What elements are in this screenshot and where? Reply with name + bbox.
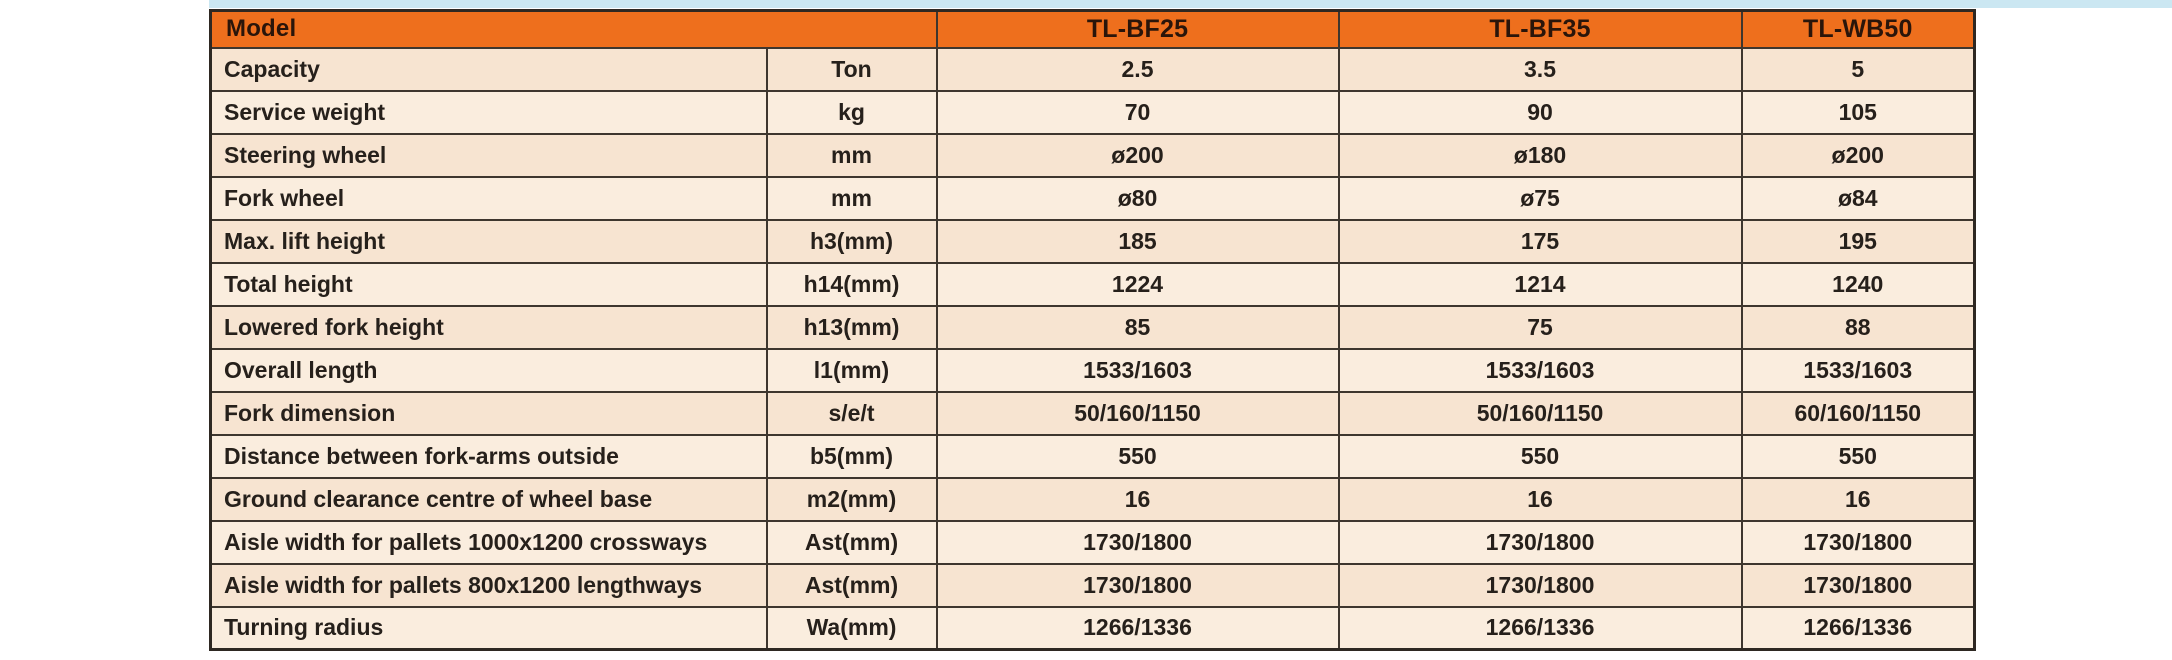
spec-label: Max. lift height — [211, 220, 767, 263]
spec-unit: h14(mm) — [767, 263, 937, 306]
spec-value-tl-bf25: 85 — [937, 306, 1339, 349]
spec-value-tl-bf25: 2.5 — [937, 48, 1339, 91]
spec-value-tl-wb50: 16 — [1742, 478, 1975, 521]
table-row — [211, 521, 1975, 564]
spec-value-tl-bf25: ø80 — [937, 177, 1339, 220]
spec-unit: b5(mm) — [767, 435, 937, 478]
model-column-header-tl-bf25: TL-BF25 — [937, 11, 1339, 48]
spec-unit: h13(mm) — [767, 306, 937, 349]
spec-label: Total height — [211, 263, 767, 306]
spec-value-tl-bf25: 1533/1603 — [937, 349, 1339, 392]
spec-value-tl-wb50: 195 — [1742, 220, 1975, 263]
spec-label: Aisle width for pallets 800x1200 lengthways — [211, 564, 767, 607]
spec-value-tl-bf25: 1730/1800 — [937, 564, 1339, 607]
spec-unit: m2(mm) — [767, 478, 937, 521]
spec-value-tl-bf35: 1214 — [1339, 263, 1742, 306]
spec-unit: mm — [767, 177, 937, 220]
spec-label: Service weight — [211, 91, 767, 134]
top-strip — [209, 0, 2172, 8]
spec-value-tl-bf35: ø75 — [1339, 177, 1742, 220]
spec-value-tl-wb50: 1730/1800 — [1742, 521, 1975, 564]
table-row — [211, 263, 1975, 306]
spec-value-tl-wb50: 60/160/1150 — [1742, 392, 1975, 435]
spec-value-tl-bf25: 16 — [937, 478, 1339, 521]
table-row — [211, 607, 1975, 650]
spec-value-tl-wb50: ø84 — [1742, 177, 1975, 220]
spec-value-tl-wb50: 1533/1603 — [1742, 349, 1975, 392]
model-column-header-tl-bf35: TL-BF35 — [1339, 11, 1742, 48]
spec-value-tl-bf35: 90 — [1339, 91, 1742, 134]
spec-value-tl-bf35: ø180 — [1339, 134, 1742, 177]
spec-value-tl-wb50: ø200 — [1742, 134, 1975, 177]
table-row — [211, 91, 1975, 134]
table-row — [211, 134, 1975, 177]
spec-unit: Ast(mm) — [767, 521, 937, 564]
spec-unit: Ast(mm) — [767, 564, 937, 607]
spec-value-tl-bf35: 16 — [1339, 478, 1742, 521]
spec-table-body — [211, 48, 1975, 650]
table-row — [211, 392, 1975, 435]
spec-value-tl-wb50: 88 — [1742, 306, 1975, 349]
table-row — [211, 349, 1975, 392]
spec-value-tl-bf25: 185 — [937, 220, 1339, 263]
spec-unit: mm — [767, 134, 937, 177]
table-row — [211, 306, 1975, 349]
spec-unit: s/e/t — [767, 392, 937, 435]
model-header-cell: Model — [211, 11, 937, 48]
table-row — [211, 177, 1975, 220]
spec-value-tl-bf25: 1730/1800 — [937, 521, 1339, 564]
table-row — [211, 564, 1975, 607]
spec-label: Aisle width for pallets 1000x1200 crossways — [211, 521, 767, 564]
spec-value-tl-bf25: 70 — [937, 91, 1339, 134]
spec-label: Fork wheel — [211, 177, 767, 220]
spec-value-tl-bf35: 175 — [1339, 220, 1742, 263]
spec-value-tl-bf35: 1730/1800 — [1339, 564, 1742, 607]
spec-value-tl-bf35: 75 — [1339, 306, 1742, 349]
spec-value-tl-wb50: 550 — [1742, 435, 1975, 478]
spec-label: Ground clearance centre of wheel base — [211, 478, 767, 521]
spec-value-tl-bf35: 550 — [1339, 435, 1742, 478]
spec-value-tl-wb50: 105 — [1742, 91, 1975, 134]
spec-label: Overall length — [211, 349, 767, 392]
table-row — [211, 435, 1975, 478]
spec-value-tl-bf25: 1266/1336 — [937, 607, 1339, 650]
spec-unit: kg — [767, 91, 937, 134]
table-row — [211, 220, 1975, 263]
spec-value-tl-wb50: 1266/1336 — [1742, 607, 1975, 650]
header-row — [211, 11, 1975, 48]
spec-value-tl-bf35: 3.5 — [1339, 48, 1742, 91]
spec-value-tl-bf35: 1266/1336 — [1339, 607, 1742, 650]
spec-value-tl-bf25: 550 — [937, 435, 1339, 478]
spec-label: Capacity — [211, 48, 767, 91]
spec-table — [209, 9, 1976, 651]
spec-value-tl-bf35: 1533/1603 — [1339, 349, 1742, 392]
spec-value-tl-wb50: 1730/1800 — [1742, 564, 1975, 607]
spec-label: Distance between fork-arms outside — [211, 435, 767, 478]
spec-unit: l1(mm) — [767, 349, 937, 392]
spec-unit: Wa(mm) — [767, 607, 937, 650]
spec-value-tl-wb50: 1240 — [1742, 263, 1975, 306]
spec-label: Steering wheel — [211, 134, 767, 177]
spec-unit: Ton — [767, 48, 937, 91]
spec-value-tl-bf35: 50/160/1150 — [1339, 392, 1742, 435]
spec-value-tl-bf25: ø200 — [937, 134, 1339, 177]
spec-value-tl-bf35: 1730/1800 — [1339, 521, 1742, 564]
table-row — [211, 478, 1975, 521]
model-column-header-tl-wb50: TL-WB50 — [1742, 11, 1975, 48]
spec-value-tl-bf25: 50/160/1150 — [937, 392, 1339, 435]
table-row — [211, 48, 1975, 91]
spec-value-tl-wb50: 5 — [1742, 48, 1975, 91]
spec-label: Turning radius — [211, 607, 767, 650]
spec-label: Fork dimension — [211, 392, 767, 435]
spec-unit: h3(mm) — [767, 220, 937, 263]
spec-value-tl-bf25: 1224 — [937, 263, 1339, 306]
spec-label: Lowered fork height — [211, 306, 767, 349]
